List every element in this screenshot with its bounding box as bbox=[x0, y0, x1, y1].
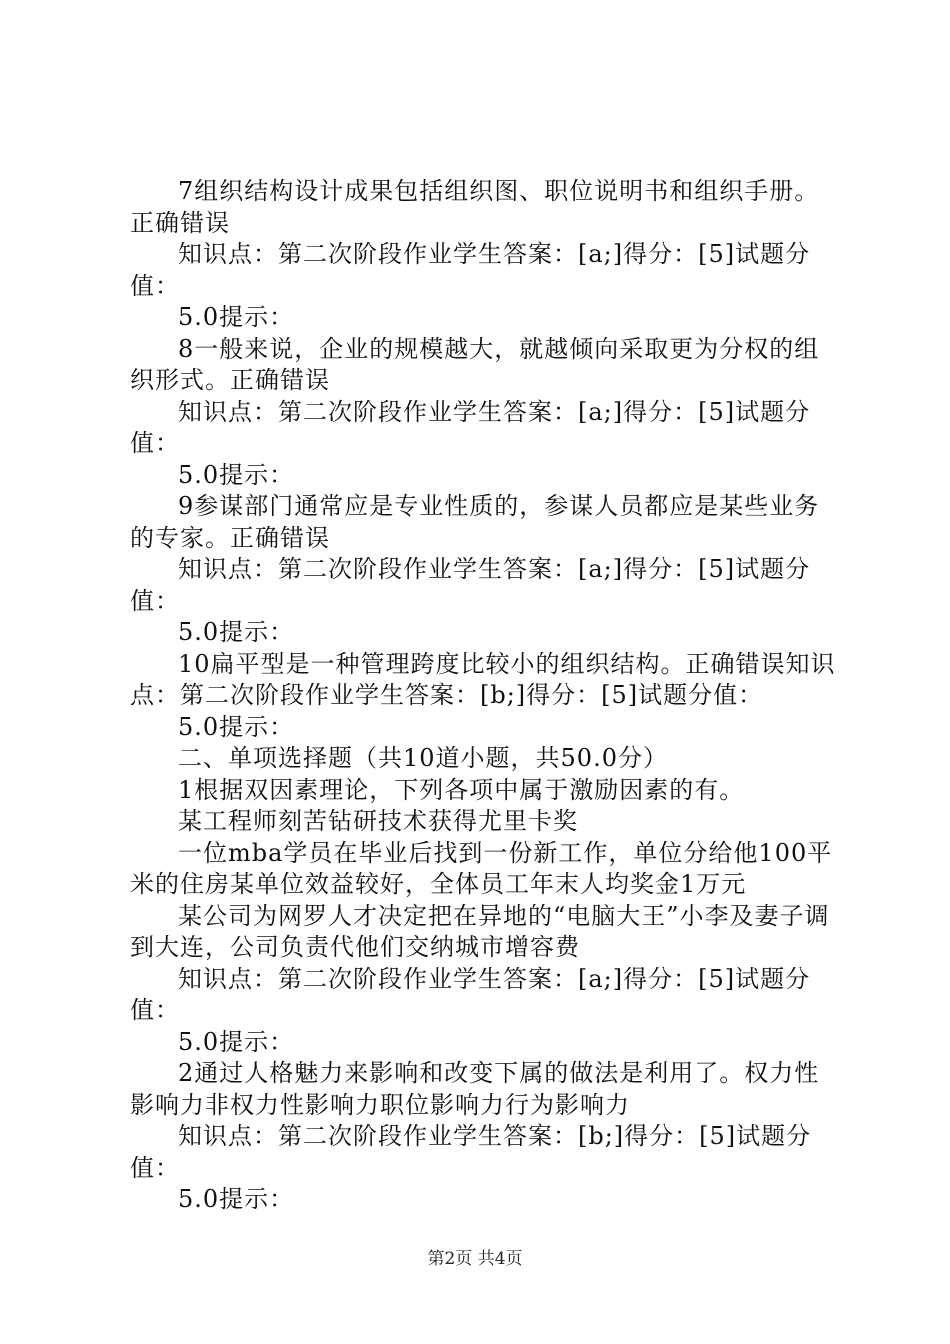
section-heading: 二、单项选择题（共10道小题，共50.0分） bbox=[178, 744, 668, 772]
paragraph-mc-q1: 1根据双因素理论，下列各项中属于激励因素的有。 bbox=[178, 775, 745, 804]
paragraph-q8: 8一般来说，企业的规模越大，就越倾向采取更为分权的组织形式。正确错误 bbox=[130, 334, 820, 394]
paragraph-hint: 5.0提示： bbox=[178, 460, 295, 489]
paragraph-hint: 5.0提示： bbox=[178, 712, 295, 741]
paragraph-q9: 9参谋部门通常应是专业性质的，参谋人员都应是某些业务的专家。正确错误 bbox=[130, 492, 820, 552]
page-number-footer: 第2页 共4页 bbox=[427, 1249, 523, 1269]
paragraph-mc-q2: 2通过人格魅力来影响和改变下属的做法是利用了。权力性影响力非权力性影响力职位影响力行为影响力 bbox=[130, 1059, 820, 1119]
paragraph-hint: 5.0提示： bbox=[178, 618, 295, 646]
option-text: 某工程师刻苦钻研技术获得尤里卡奖 bbox=[178, 807, 578, 835]
paragraph-q10: 10扁平型是一种管理跨度比较小的组织结构。正确错误知识点：第二次阶段作业学生答案：[b;]得分：[5]试题分值： bbox=[130, 649, 836, 709]
paragraph-hint: 5.0提示： bbox=[178, 1185, 295, 1213]
paragraph-answer-info: 知识点：第二次阶段作业学生答案：[a;]得分：[5]试题分值： bbox=[130, 397, 811, 457]
paragraph-answer-info: 知识点：第二次阶段作业学生答案：[a;]得分：[5]试题分值： bbox=[130, 555, 811, 615]
paragraph-hint: 5.0提示： bbox=[178, 303, 295, 331]
paragraph-q7: 7组织结构设计成果包括组织图、职位说明书和组织手册。正确错误 bbox=[130, 177, 820, 237]
option-text: 某公司为网罗人才决定把在异地的“电脑大王”小李及妻子调到大连，公司负责代他们交纳城市增容费 bbox=[130, 901, 830, 961]
paragraph-answer-info: 知识点：第二次阶段作业学生答案：[a;]得分：[5]试题分值： bbox=[130, 240, 811, 300]
document-body bbox=[130, 176, 840, 1216]
option-text: 一位mba学员在毕业后找到一份新工作，单位分给他100平米的住房某单位效益较好，全体员工年末人均奖金1万元 bbox=[130, 838, 833, 898]
paragraph-answer-info: 知识点：第二次阶段作业学生答案：[a;]得分：[5]试题分值： bbox=[130, 964, 811, 1024]
paragraph-hint: 5.0提示： bbox=[178, 1027, 295, 1056]
paragraph-answer-info: 知识点：第二次阶段作业学生答案：[b;]得分：[5]试题分值： bbox=[130, 1122, 812, 1182]
